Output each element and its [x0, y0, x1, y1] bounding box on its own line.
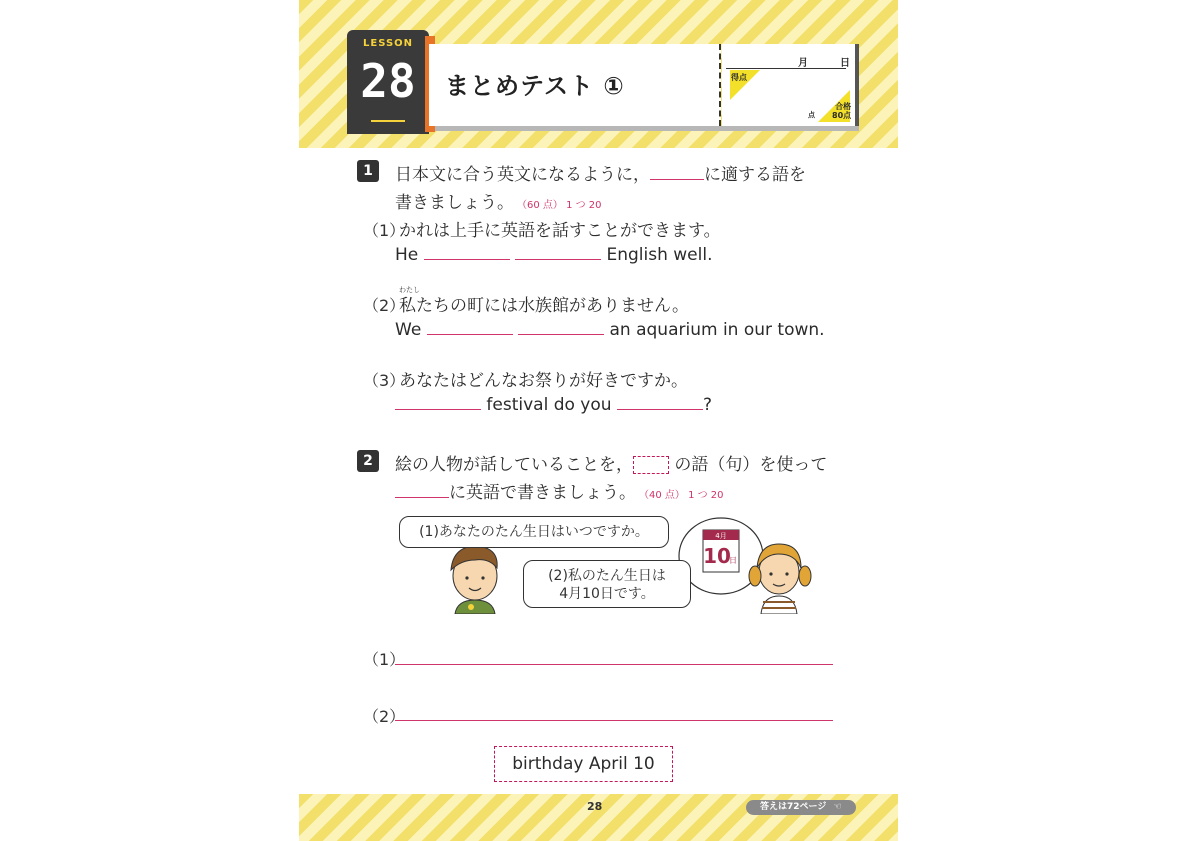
q2-points: （40 点） 1 つ 20	[644, 490, 724, 501]
date-day-label: 日	[840, 58, 850, 69]
q2-instruction-2: に英語で書きましょう。	[449, 483, 636, 503]
answer-line-1[interactable]	[395, 664, 833, 665]
q1-instruction-2: 書きましょう。	[395, 193, 514, 213]
answer-reference-label: 答えは72ページ	[760, 802, 827, 812]
q1-item1-start: He	[395, 245, 419, 265]
lesson-badge	[347, 30, 429, 134]
date-field[interactable]	[726, 54, 850, 69]
boy-illustration	[451, 546, 497, 614]
calendar-month: 4月	[715, 532, 727, 540]
q1-item2-start: We	[395, 320, 422, 340]
workbook-page	[299, 0, 898, 841]
lesson-number: 28	[360, 54, 416, 108]
question-1-number: 1	[357, 160, 379, 182]
date-month-label: 月	[798, 58, 808, 69]
pointing-hand-icon: ☜	[833, 802, 842, 812]
score-box	[722, 44, 859, 126]
score-label: 得点	[731, 73, 747, 82]
q1-points: （60 点） 1 つ 20	[522, 200, 602, 211]
speech-bubble-boy: (1)あなたのたん生日はいつですか。	[399, 516, 669, 548]
answer-blank[interactable]	[427, 320, 513, 335]
badge-underline	[371, 120, 405, 122]
q1-instruction-line1	[395, 160, 806, 185]
calendar-day-unit: 日	[729, 556, 737, 565]
q1-item2-japanese: 私たちの町には水族館がありません。	[399, 296, 690, 316]
title-shadow	[435, 126, 859, 131]
answer-blank[interactable]	[424, 245, 510, 260]
q1-item1-end: English well.	[606, 245, 713, 265]
q1-item3-end: ?	[702, 395, 712, 415]
lesson-label: LESSON	[362, 38, 414, 49]
pass-score	[832, 102, 851, 120]
answer-blank[interactable]	[515, 245, 601, 260]
answer-blank[interactable]	[617, 395, 703, 410]
word-box-marker	[633, 456, 669, 474]
page-title: まとめテスト ①	[445, 72, 625, 100]
q1-item3-english	[395, 395, 712, 415]
q1-item2-label: （2）	[363, 296, 406, 315]
question-2-number: 2	[357, 450, 379, 472]
q1-instruction-a: 日本文に合う英文になるように，	[395, 165, 650, 185]
q1-item3-japanese: あなたはどんなお祭りが好きですか。	[399, 371, 688, 391]
q2-instruction-a: 絵の人物が話していることを，	[395, 455, 633, 475]
q1-item2-ruby: わたし	[399, 286, 420, 294]
q1-instruction-b: に適する語を	[704, 165, 806, 185]
instruction-blank	[395, 483, 449, 498]
q1-item1-japanese: かれは上手に英語を話すことができます。	[399, 221, 721, 241]
q1-instruction-line2	[395, 188, 602, 213]
q1-item1-label: （1）	[363, 221, 406, 240]
q2-answer1-label: （1）	[363, 650, 406, 669]
answer-blank[interactable]	[395, 395, 481, 410]
q2-instruction-line1	[395, 450, 827, 475]
title-box	[429, 44, 721, 126]
answer-reference[interactable]	[746, 800, 856, 815]
speech-bubble-girl	[523, 560, 691, 608]
instruction-blank	[650, 165, 704, 180]
q2-answer2-label: （2）	[363, 707, 406, 726]
page-number: 28	[587, 800, 603, 813]
q2-instruction-b: の語（句）を使って	[674, 455, 828, 475]
q2-instruction-line2	[395, 478, 724, 503]
pass-label: 合格	[835, 102, 852, 111]
bubble-girl-line2: 4月10日です。	[559, 586, 655, 602]
bubble-girl-line1: (2)私のたん生日は	[548, 568, 666, 584]
calendar-day: 10	[703, 544, 731, 568]
q1-item2-english	[395, 320, 825, 340]
pass-value: 80点	[832, 111, 852, 120]
word-box: birthday April 10	[494, 746, 673, 782]
q1-item2-end: an aquarium in our town.	[609, 320, 825, 340]
q1-item1-english	[395, 245, 712, 265]
q1-item3-label: （3）	[363, 371, 406, 390]
q1-item3-mid: festival do you	[486, 395, 612, 415]
answer-blank[interactable]	[518, 320, 604, 335]
answer-line-2[interactable]	[395, 720, 833, 721]
points-unit: 点	[808, 111, 815, 119]
